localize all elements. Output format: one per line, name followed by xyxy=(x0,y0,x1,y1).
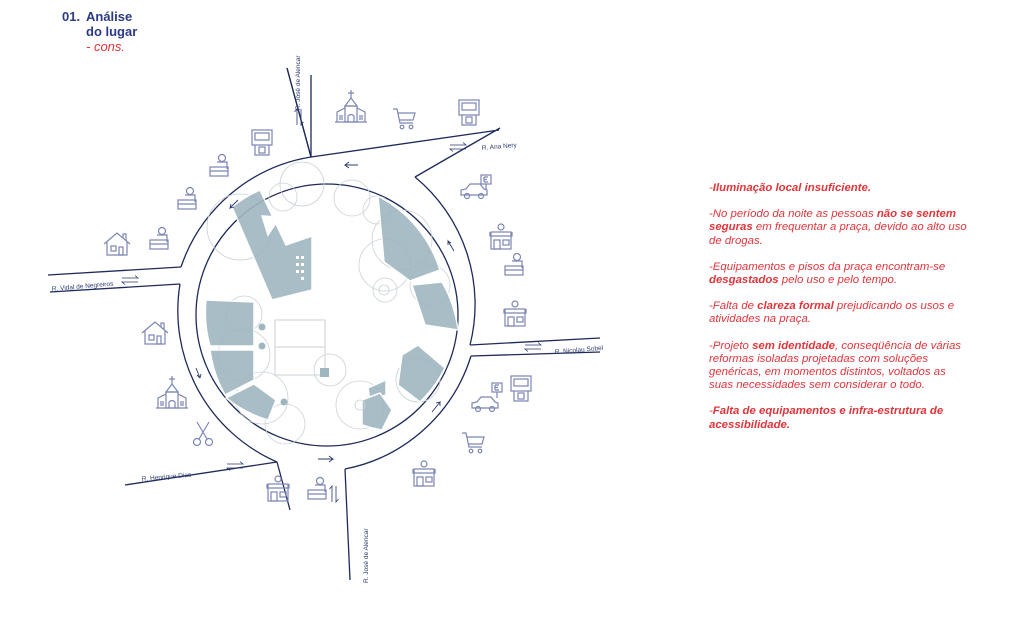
note-text: pelo uso e pelo tempo. xyxy=(778,274,898,287)
atm-icon xyxy=(511,376,531,401)
street-label-jose-bottom: R. José de Alencar xyxy=(363,528,370,583)
house-icon xyxy=(142,322,168,344)
note-text: -Projeto xyxy=(709,339,753,352)
atm-icon xyxy=(459,100,479,125)
two-way-arrow-icon xyxy=(450,143,466,152)
two-way-arrow-icon xyxy=(330,486,339,502)
street-label-ana-nery: R. Ana Nery xyxy=(481,141,518,152)
two-way-arrow-icon xyxy=(122,276,138,285)
two-way-arrow-icon xyxy=(525,343,541,352)
note-emphasis: não se sentem seguras xyxy=(709,208,956,234)
vendor-icon xyxy=(150,228,168,250)
vendor-icon xyxy=(178,188,196,210)
note-emphasis: sem identidade xyxy=(752,339,835,352)
shop-icon xyxy=(490,224,512,249)
shop-icon xyxy=(504,301,526,326)
note-emphasis: desgastados xyxy=(709,274,779,287)
section-title-line1: Análise xyxy=(86,9,133,24)
shop-icon xyxy=(267,476,289,501)
car-icon xyxy=(461,184,487,199)
shop-icon xyxy=(413,461,435,486)
cart-icon xyxy=(393,109,415,129)
vendor-icon xyxy=(210,155,228,177)
plaza-beds xyxy=(205,190,458,430)
note-item xyxy=(709,340,971,393)
scissors-icon xyxy=(194,422,213,446)
road-network xyxy=(48,68,600,580)
note-text: -Falta de xyxy=(709,300,758,313)
note-item xyxy=(709,208,971,248)
atm-icon xyxy=(252,130,272,155)
note-text: em frequentar a praça, devido ao alto uso de drogas. xyxy=(709,221,967,247)
note-text: prejudicando os usos e atividades na praça. xyxy=(709,300,955,326)
section-subtitle: - cons. xyxy=(86,39,126,54)
vendor-icon xyxy=(505,254,523,276)
street-label-henrique: R. Henrique Dias xyxy=(141,471,192,483)
note-emphasis: Falta de equipamentos e infra-estrutura de acessibilidade. xyxy=(709,405,944,431)
note-text: - xyxy=(709,405,713,418)
note-item xyxy=(709,261,971,287)
cart-icon xyxy=(462,433,484,453)
church-icon xyxy=(156,376,188,408)
car-icon xyxy=(472,397,498,412)
note-text: , conseqüência de várias reformas isoladas projetadas com soluções genéricas, em momentos distintos, voltados as suas necessidades sem considerar o todo. xyxy=(709,339,961,392)
note-item xyxy=(709,182,971,195)
note-text: - xyxy=(709,182,713,194)
street-label-nicolau: R. Nicolau Sobel xyxy=(554,344,604,356)
street-label-jose-top: R. José de Alencar xyxy=(295,55,302,110)
note-item xyxy=(709,300,971,326)
road-jose-top-right xyxy=(311,75,500,177)
note-text: -Equipamentos e pisos da praça encontram-se xyxy=(709,260,946,273)
vendor-icon xyxy=(308,478,326,500)
church-icon xyxy=(335,90,367,122)
note-emphasis: Iluminação local insuficiente. xyxy=(712,182,872,194)
section-number: 01. xyxy=(62,9,81,24)
street-label-vidal: R. Vidal de Negreiros xyxy=(51,280,114,293)
note-emphasis: clareza formal xyxy=(757,300,834,313)
gas-station-icon xyxy=(492,383,502,398)
note-item xyxy=(709,405,971,431)
note-text: -No período da noite as pessoas xyxy=(709,208,877,221)
house-icon xyxy=(104,233,130,255)
analysis-notes xyxy=(709,182,971,445)
section-title-line2: do lugar xyxy=(86,24,138,39)
road-jose-bottom xyxy=(277,462,350,580)
